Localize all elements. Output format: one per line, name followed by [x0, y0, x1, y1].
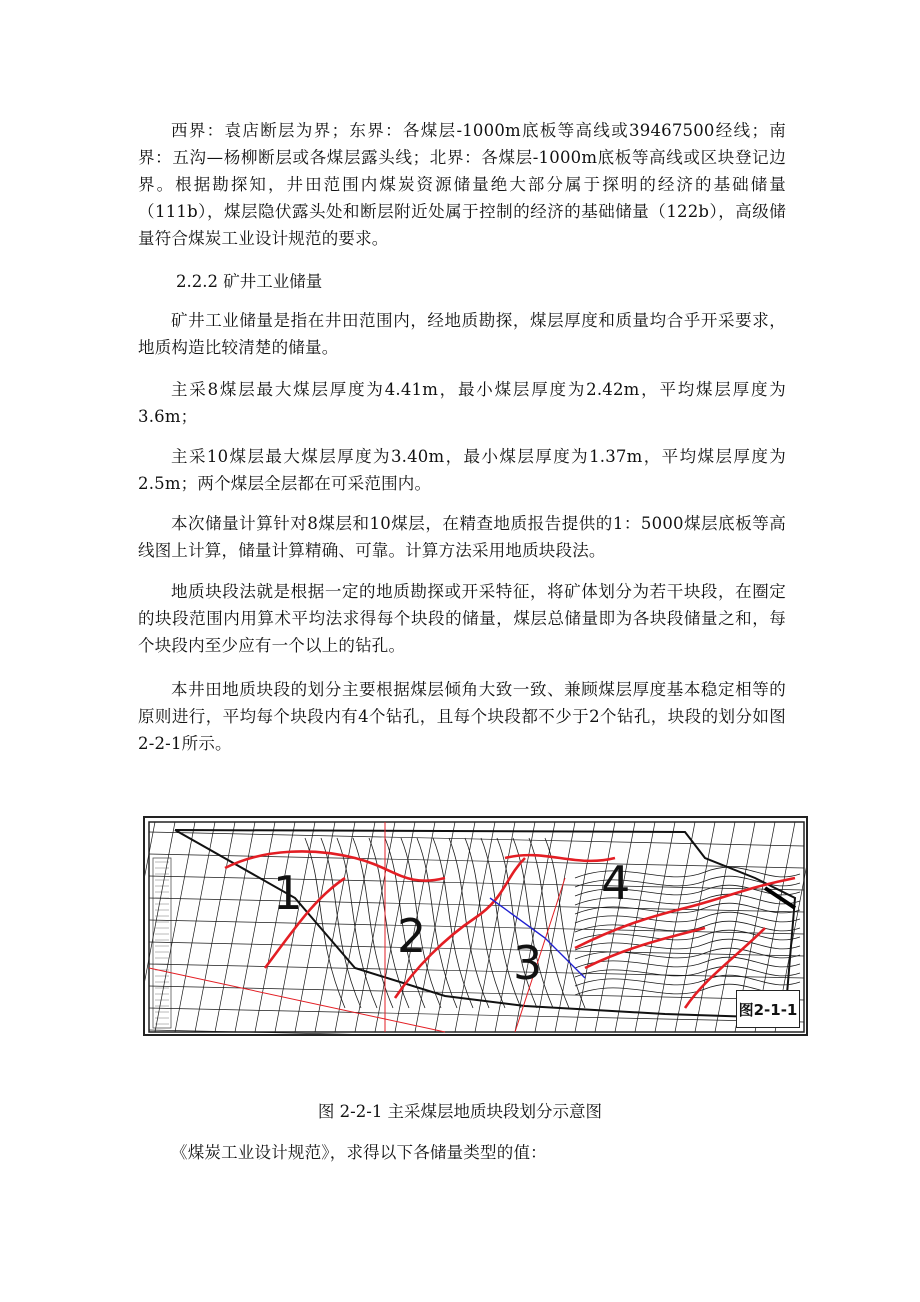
paragraph-calculation: 本次储量计算针对8煤层和10煤层，在精查地质报告提供的1：5000煤层底板等高线图上计算，储量计算精确、可靠。计算方法采用地质块段法。	[138, 514, 786, 560]
grid-line	[149, 986, 804, 1000]
contour-line	[575, 975, 800, 986]
contour-line	[575, 921, 800, 932]
grid-line	[149, 832, 804, 846]
figure-caption: 图 2-2-1 主采煤层地质块段划分示意图	[317, 1102, 603, 1121]
grid-line	[555, 822, 595, 1032]
paragraph-block-method: 地质块段法就是根据一定的地质勘探或开采特征，将矿体划分为若干块段，在圈定的块段范围内用算术平均法求得每个块段的储量，煤层总储量即为各块段储量之和，每个块段内至少应有一个以上的钻孔。	[138, 582, 786, 655]
block-label-4: 4	[601, 856, 631, 910]
block-label-2: 2	[397, 909, 427, 963]
paragraph-seam8: 主采8煤层最大煤层厚度为4.41m，最小煤层厚度为2.42m，平均煤层厚度为3.6m；	[138, 380, 786, 426]
grid-line	[575, 822, 615, 1032]
grid-line	[149, 898, 804, 912]
paragraph-seam10: 主采10煤层最大煤层厚度为3.40m，最小煤层厚度为1.37m，平均煤层厚度为2.5m；两个煤层全层都在可采范围内。	[138, 447, 786, 493]
grid-line	[149, 1030, 804, 1036]
figure-corner-label: 图2-1-1	[736, 990, 800, 1028]
legend-strip	[153, 858, 171, 1028]
block-division-map	[143, 816, 808, 1036]
grid-line	[175, 822, 215, 1032]
contour-line	[575, 912, 800, 923]
section-heading: 2.2.2 矿井工业储量	[176, 272, 323, 291]
grid-line	[145, 822, 155, 1032]
contour-line	[575, 939, 800, 950]
grid-line	[535, 822, 575, 1032]
block-label-1: 1	[273, 866, 303, 920]
contour-map-drawing	[145, 818, 808, 1036]
grid-line	[675, 822, 715, 1032]
grid-line	[215, 822, 255, 1032]
paragraph-boundaries: 西界：袁店断层为界；东界：各煤层-1000m底板等高线或39467500经线；南界：五沟—杨柳断层或各煤层露头线；北界：各煤层-1000m底板等高线或区块登记边界。根据勘探知，井田范围内煤炭资源储量绝大部分属于探明的经济的基础储量（111b），煤层隐伏露头处和断层附近处属于控制的经济的基础储量（122b），高级储量符合煤炭工业设计规范的要求。	[138, 121, 786, 248]
grid-line	[155, 822, 195, 1032]
grid-line	[595, 822, 635, 1032]
block-label-3: 3	[513, 936, 543, 990]
paragraph-definition: 矿井工业储量是指在井田范围内，经地质勘探，煤层厚度和质量均合乎开采要求，地质构造比较清楚的储量。	[138, 311, 786, 357]
contour-line	[465, 838, 505, 1008]
paragraph-reserve-types: 《煤炭工业设计规范》，求得以下各储量类型的值：	[171, 1143, 547, 1162]
grid-line	[149, 920, 804, 934]
contour-line	[305, 838, 345, 1008]
grid-line	[355, 822, 395, 1032]
paragraph-block-division: 本井田地质块段的划分主要根据煤层倾角大致一致、兼顾煤层厚度基本稳定相等的原则进行，平均每个块段内有4个钻孔，且每个块段都不少于2个钻孔，块段的划分如图2-2-1所示。	[138, 680, 786, 753]
